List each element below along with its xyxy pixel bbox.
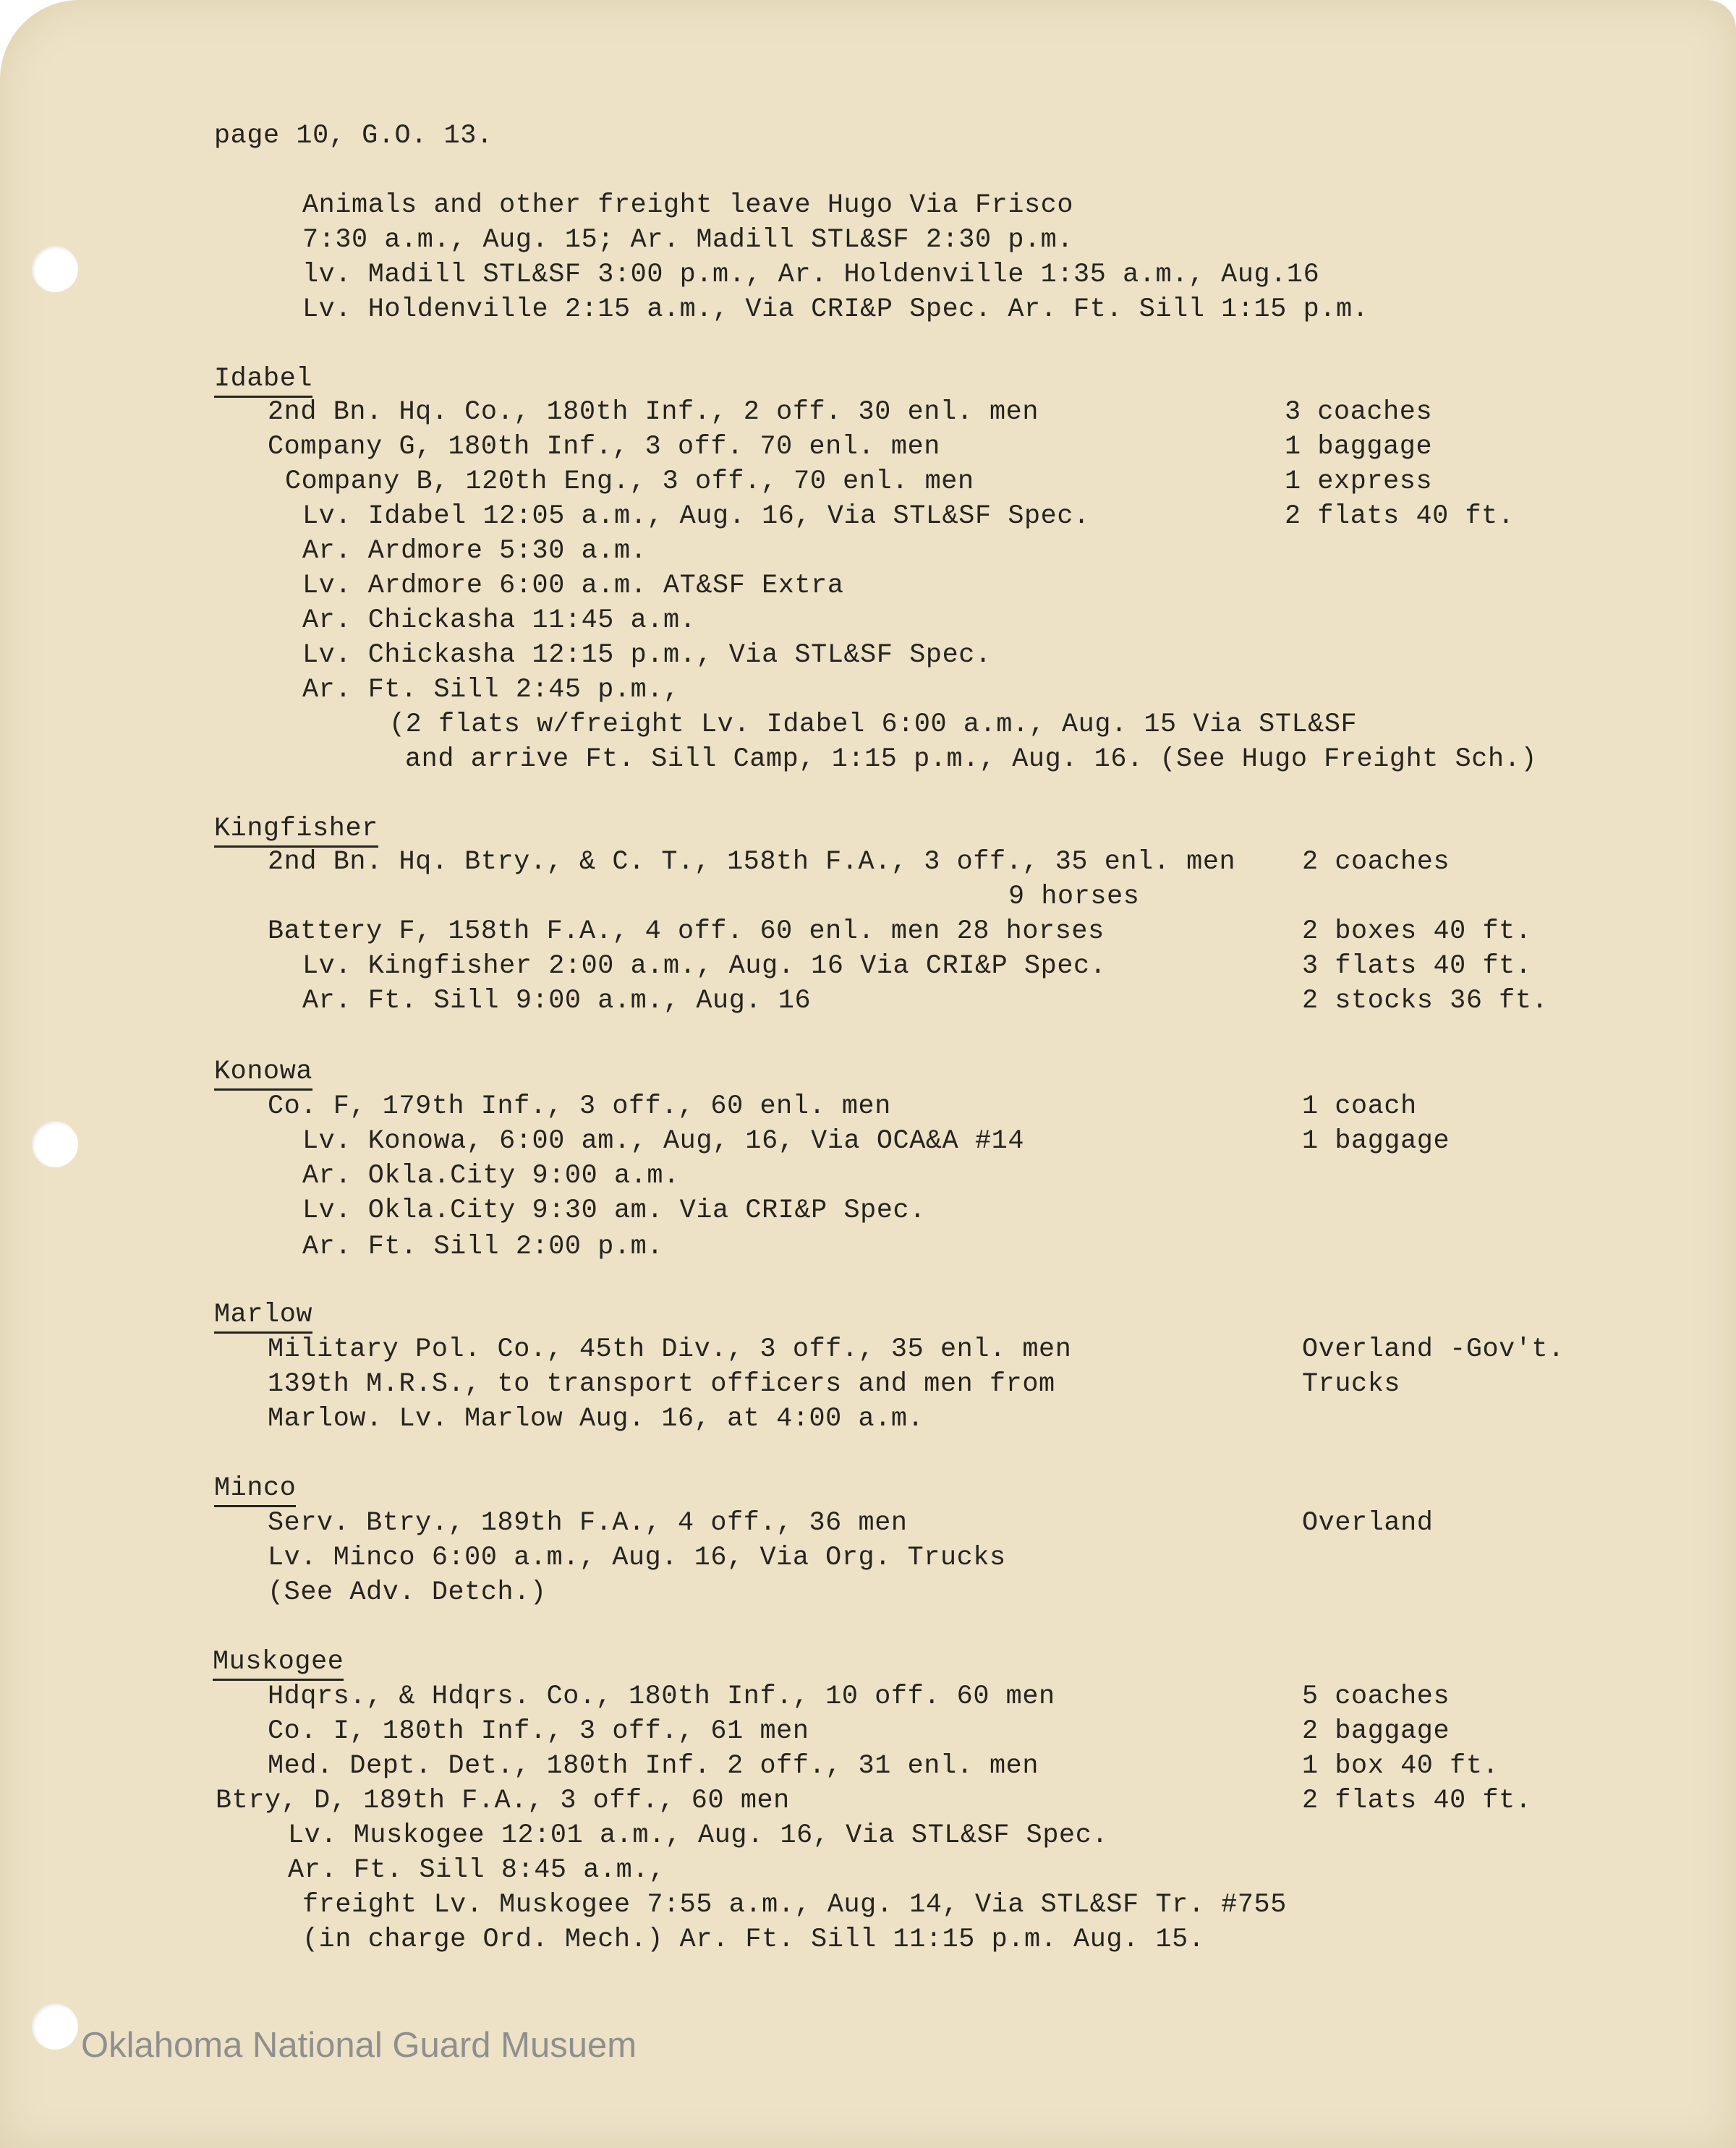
equipment-line: 1 baggage (1302, 1126, 1450, 1156)
section-heading-kingfisher: Kingfisher (214, 816, 378, 848)
museum-watermark: Oklahoma National Guard Musuem (81, 2026, 637, 2065)
section-heading-muskogee: Muskogee (213, 1649, 344, 1681)
section-heading-idabel: Idabel (214, 366, 312, 398)
schedule-line: Ar. Ardmore 5:30 a.m. (302, 536, 647, 566)
schedule-line: 139th M.R.S., to transport officers and men from (268, 1369, 1055, 1399)
schedule-line: 2nd Bn. Hq. Btry., & C. T., 158th F.A., 3 off., 35 enl. men (268, 847, 1236, 877)
section-heading-minco: Minco (214, 1475, 296, 1507)
equipment-line: 5 coaches (1302, 1682, 1450, 1712)
schedule-line: Ar. Ft. Sill 8:45 a.m., (288, 1855, 665, 1885)
schedule-line: Lv. Okla.City 9:30 am. Via CRI&P Spec. (302, 1196, 926, 1226)
punch-hole (32, 246, 78, 292)
schedule-line: Company B, 120th Eng., 3 off., 70 enl. men (285, 466, 974, 497)
schedule-note-line: (2 flats w/freight Lv. Idabel 6:00 a.m., Aug. 15 Via STL&SF (389, 709, 1358, 740)
equipment-line: 3 coaches (1285, 397, 1433, 427)
schedule-line: Lv. Idabel 12:05 a.m., Aug. 16, Via STL&SF Spec. (302, 501, 1090, 532)
punch-hole (32, 1121, 78, 1167)
schedule-line: Lv. Minco 6:00 a.m., Aug. 16, Via Org. Trucks (268, 1543, 1006, 1573)
equipment-line: 1 coach (1302, 1091, 1417, 1122)
schedule-line: (in charge Ord. Mech.) Ar. Ft. Sill 11:15 p.m. Aug. 15. (302, 1925, 1205, 1955)
schedule-line: Ar. Ft. Sill 2:45 p.m., (302, 675, 680, 705)
schedule-line: Serv. Btry., 189th F.A., 4 off., 36 men (268, 1508, 908, 1538)
equipment-line: Overland (1302, 1508, 1434, 1538)
schedule-line: Military Pol. Co., 45th Div., 3 off., 35 enl. men (268, 1334, 1072, 1365)
schedule-line: Co. I, 180th Inf., 3 off., 61 men (268, 1716, 809, 1747)
schedule-line: freight Lv. Muskogee 7:55 a.m., Aug. 14, Via STL&SF Tr. #755 (302, 1890, 1287, 1920)
equipment-line: 1 express (1285, 466, 1433, 497)
equipment-line: 2 boxes 40 ft. (1302, 916, 1532, 947)
schedule-line: Ar. Chickasha 11:45 a.m. (302, 605, 697, 636)
schedule-line: Lv. Konowa, 6:00 am., Aug, 16, Via OCA&A #14 (302, 1126, 1024, 1156)
equipment-line: 2 baggage (1302, 1716, 1450, 1747)
equipment-line: 2 coaches (1302, 847, 1450, 877)
page-header: page 10, G.O. 13. (214, 121, 493, 151)
schedule-line: Lv. Kingfisher 2:00 a.m., Aug. 16 Via CRI&P Spec. (302, 951, 1107, 981)
equipment-line: Trucks (1302, 1369, 1401, 1399)
hugo-freight-line: Lv. Holdenville 2:15 a.m., Via CRI&P Spec. Ar. Ft. Sill 1:15 p.m. (302, 294, 1369, 325)
schedule-line: Marlow. Lv. Marlow Aug. 16, at 4:00 a.m. (268, 1404, 924, 1434)
equipment-line: Overland -Gov't. (1302, 1334, 1565, 1365)
schedule-line: 2nd Bn. Hq. Co., 180th Inf., 2 off. 30 enl. men (268, 397, 1039, 427)
section-heading-konowa: Konowa (214, 1059, 312, 1091)
hugo-freight-line: 7:30 a.m., Aug. 15; Ar. Madill STL&SF 2:30 p.m. (302, 225, 1074, 255)
schedule-line: 9 horses (1008, 882, 1140, 912)
equipment-line: 1 box 40 ft. (1302, 1751, 1499, 1781)
schedule-line: Lv. Muskogee 12:01 a.m., Aug. 16, Via STL&SF Spec. (288, 1820, 1109, 1851)
schedule-line: Lv. Chickasha 12:15 p.m., Via STL&SF Spec. (302, 640, 992, 670)
hugo-freight-line: Animals and other freight leave Hugo Via Frisco (302, 190, 1074, 221)
equipment-line: 1 baggage (1285, 432, 1433, 462)
hugo-freight-line: lv. Madill STL&SF 3:00 p.m., Ar. Holdenville 1:35 a.m., Aug.16 (302, 260, 1320, 290)
schedule-line: (See Adv. Detch.) (268, 1577, 547, 1608)
schedule-line: Lv. Ardmore 6:00 a.m. AT&SF Extra (302, 571, 844, 601)
equipment-line: 3 flats 40 ft. (1302, 951, 1532, 981)
schedule-note-line: and arrive Ft. Sill Camp, 1:15 p.m., Aug. 16. (See Hugo Freight Sch.) (405, 744, 1538, 775)
punch-hole (32, 2003, 78, 2050)
section-heading-marlow: Marlow (214, 1302, 312, 1334)
schedule-line: Co. F, 179th Inf., 3 off., 60 enl. men (268, 1091, 891, 1122)
schedule-line: Hdqrs., & Hdqrs. Co., 180th Inf., 10 off. 60 men (268, 1682, 1055, 1712)
schedule-line: Ar. Ft. Sill 9:00 a.m., Aug. 16 (302, 986, 812, 1016)
equipment-line: 2 flats 40 ft. (1302, 1786, 1532, 1816)
schedule-line: Company G, 180th Inf., 3 off. 70 enl. men (268, 432, 940, 462)
schedule-line: Ar. Ft. Sill 2:00 p.m. (302, 1232, 663, 1262)
schedule-line: Battery F, 158th F.A., 4 off. 60 enl. men 28 horses (268, 916, 1105, 947)
equipment-line: 2 flats 40 ft. (1285, 501, 1515, 532)
schedule-line: Ar. Okla.City 9:00 a.m. (302, 1161, 680, 1191)
schedule-line: Btry, D, 189th F.A., 3 off., 60 men (216, 1786, 790, 1816)
equipment-line: 2 stocks 36 ft. (1302, 986, 1549, 1016)
schedule-line: Med. Dept. Det., 180th Inf. 2 off., 31 enl. men (268, 1751, 1039, 1781)
